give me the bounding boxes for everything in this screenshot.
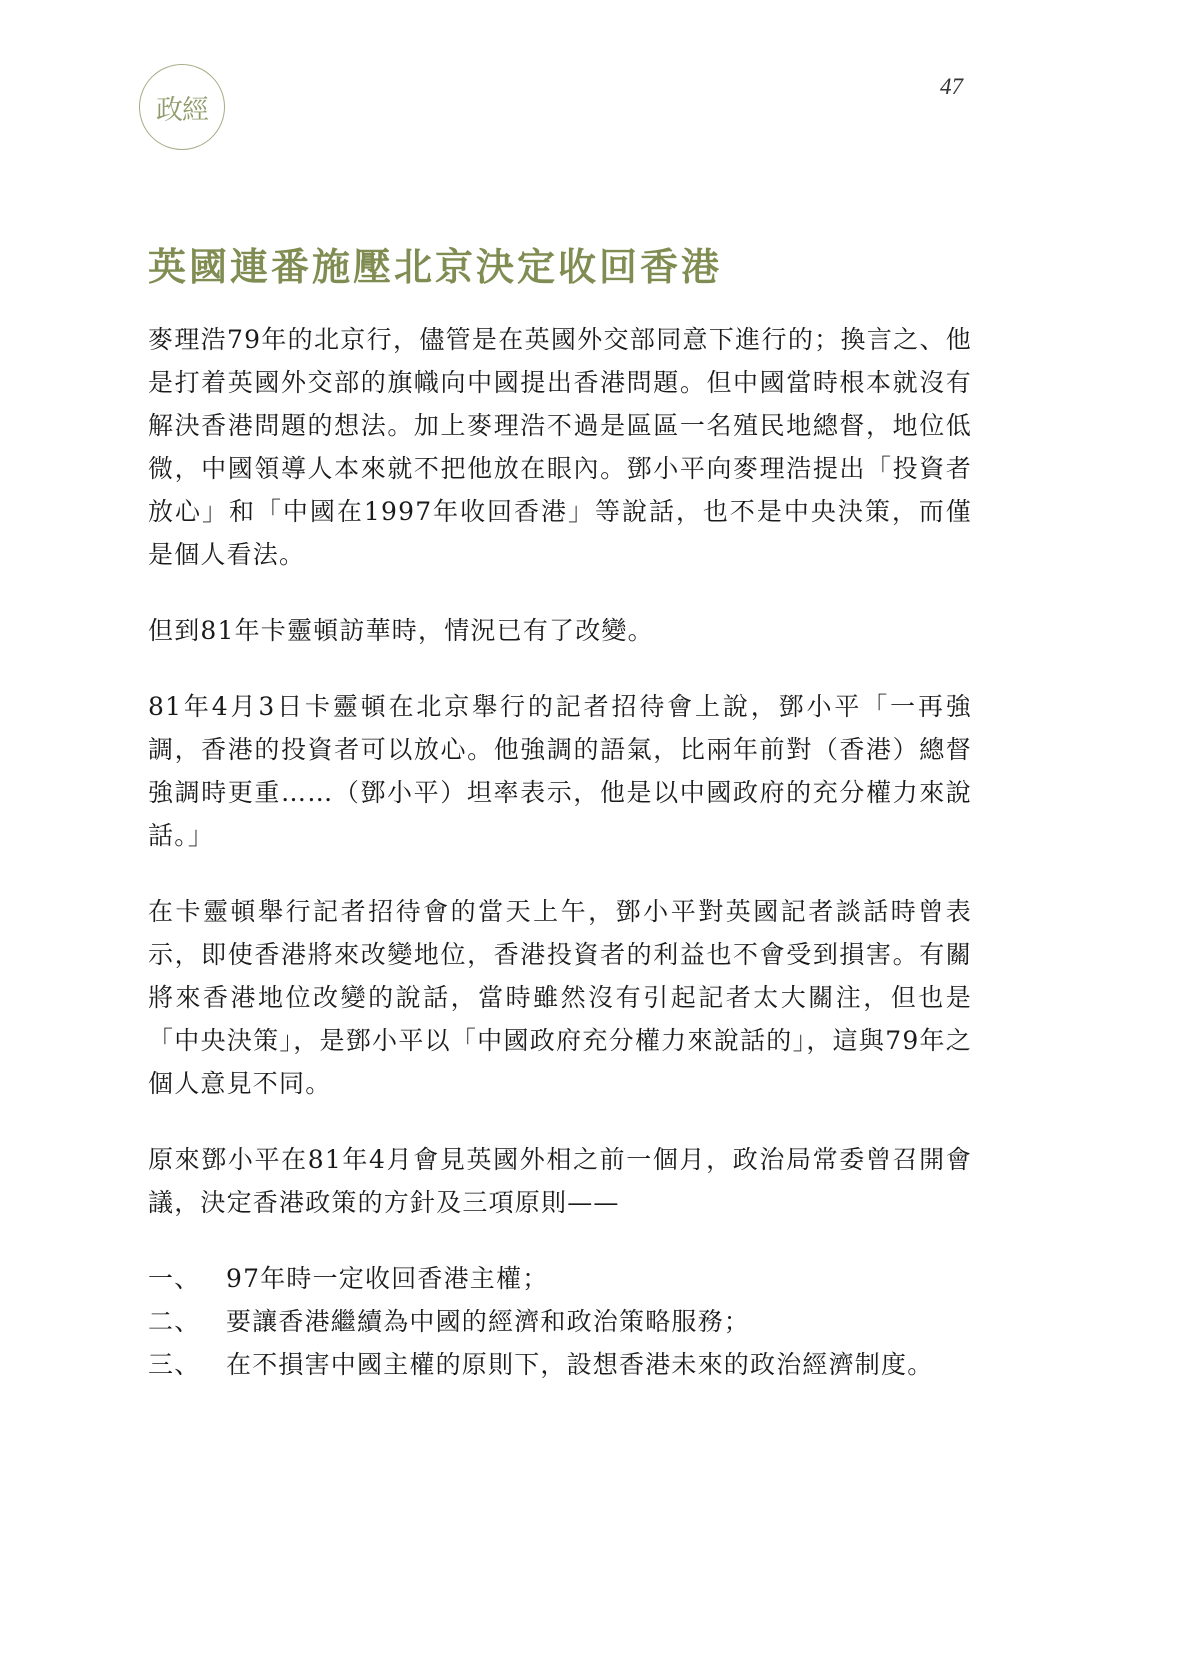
list-item-number: 二、 xyxy=(148,1307,201,1336)
principles-list xyxy=(148,1257,972,1386)
section-badge-icon xyxy=(139,64,225,150)
list-item xyxy=(148,1343,972,1386)
page-number: 47 xyxy=(940,74,963,99)
paragraph: 但到81年卡靈頓訪華時，情況已有了改變。 xyxy=(148,616,654,645)
list-item-number: 三、 xyxy=(148,1350,201,1379)
paragraph: 在卡靈頓舉行記者招待會的當天上午，鄧小平對英國記者談話時曾表示，即使香港將來改變地位，香港投資者的利益也不會受到損害。有關將來香港地位改變的說話，當時雖然沒有引起記者太大關注，但也是「中央決策」，是鄧小平以「中國政府充分權力來說話的」，這與79年之個人意見不同。 xyxy=(148,897,972,1098)
paragraph: 81年4月3日卡靈頓在北京舉行的記者招待會上說，鄧小平「一再強調，香港的投資者可以放心。他強調的語氣，比兩年前對（香港）總督強調時更重……（鄧小平）坦率表示，他是以中國政府的充分權力來說話。」 xyxy=(148,692,972,850)
article-body xyxy=(148,318,972,1386)
list-item xyxy=(148,1257,972,1300)
section-badge-label: 政經 xyxy=(156,94,208,126)
paragraph: 麥理浩79年的北京行，儘管是在英國外交部同意下進行的；換言之、他是打着英國外交部的旗幟向中國提出香港問題。但中國當時根本就沒有解決香港問題的想法。加上麥理浩不過是區區一名殖民地總督，地位低微，中國領導人本來就不把他放在眼內。鄧小平向麥理浩提出「投資者放心」和「中國在1997年收回香港」等說話，也不是中央決策，而僅是個人看法。 xyxy=(148,325,972,569)
list-item-number: 一、 xyxy=(148,1264,201,1293)
list-item-text: 要讓香港繼續為中國的經濟和政治策略服務； xyxy=(226,1307,751,1336)
paragraph: 原來鄧小平在81年4月會見英國外相之前一個月，政治局常委曾召開會議，決定香港政策的方針及三項原則—— xyxy=(148,1145,972,1217)
list-item-text: 97年時一定收回香港主權； xyxy=(226,1264,549,1293)
article-title: 英國連番施壓北京決定收回香港 xyxy=(148,244,723,289)
list-item-text: 在不損害中國主權的原則下，設想香港未來的政治經濟制度。 xyxy=(226,1350,934,1379)
list-item xyxy=(148,1300,972,1343)
